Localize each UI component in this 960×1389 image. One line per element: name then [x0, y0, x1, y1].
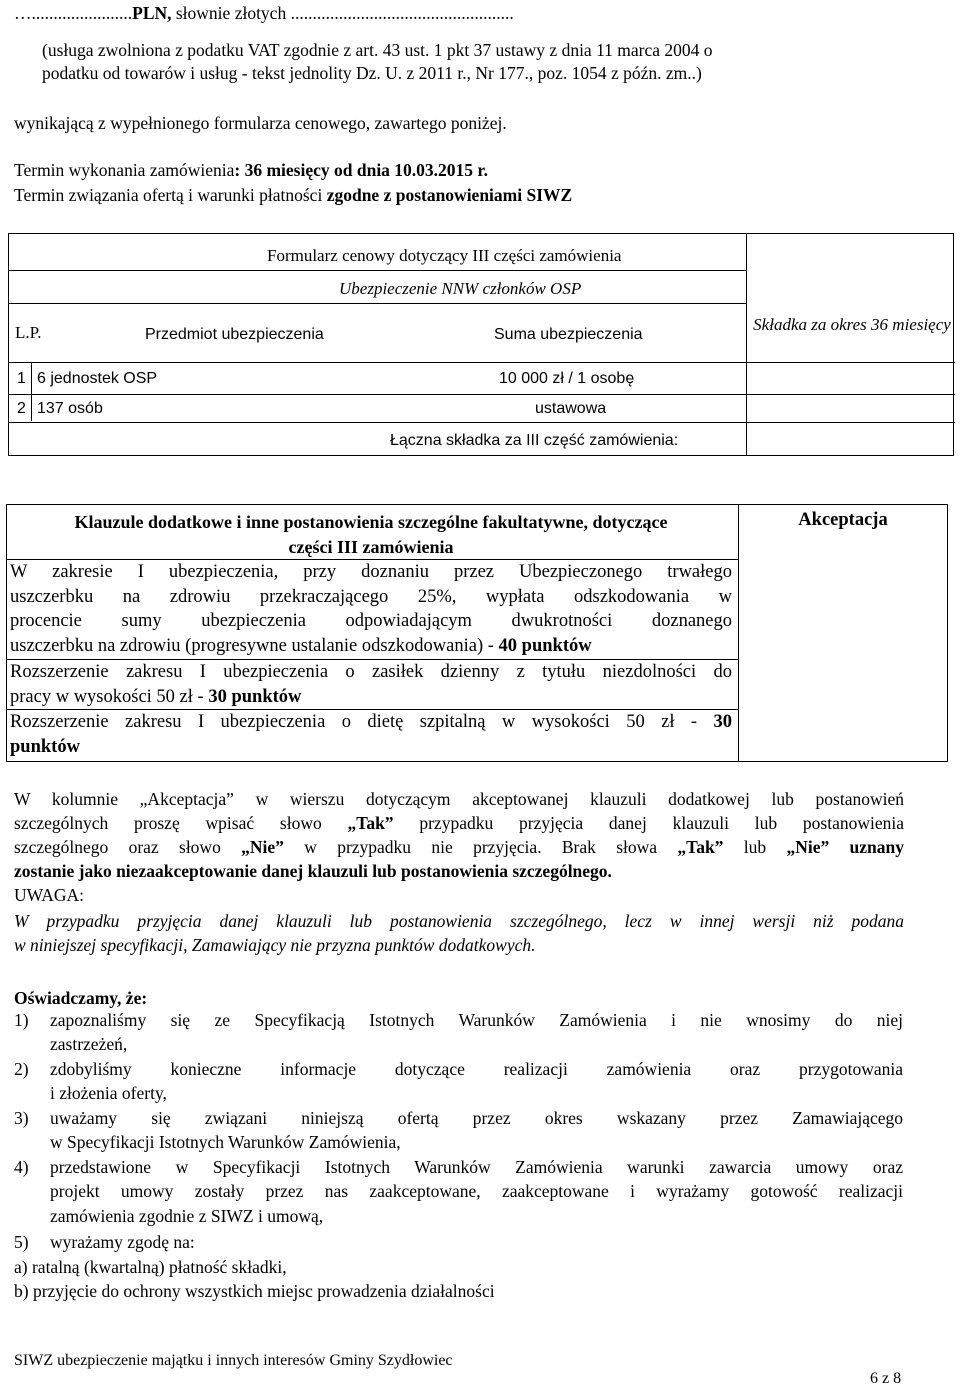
premium-header: Składka za okres 36 miesięcy: [753, 315, 951, 334]
clause-3-line-1: Rozszerzenie zakresu I ubezpieczenia o dietę szpitalną w wysokości 50 zł - 30: [10, 712, 732, 732]
declaration-5-line-1: wyrażamy zgodę na:: [50, 1232, 195, 1252]
price-form-table: [8, 233, 954, 456]
declaration-5-number: 5): [14, 1232, 29, 1252]
sub-item-b: b) przyjęcie do ochrony wszystkich miejsc prowadzenia działalności: [14, 1281, 495, 1301]
clause-1-last-line: uszczerbku na zdrowiu (progresywne ustalanie odszkodowania) - 40 punktów: [10, 635, 592, 656]
currency-label: PLN,: [132, 3, 172, 23]
clause-2: Rozszerzenie zakresu I ubezpieczenia o zasiłek dzienny z tytułu niezdolności do pracy w wysokości 50 zł - 30 punktów: [10, 660, 732, 709]
instructions-line-2: szczególnych proszę wpisać słowo „Tak” przypadku przyjęcia danej klauzuli lub postanowienia: [14, 813, 904, 833]
clauses-table: [6, 504, 948, 762]
subtitle-divider: [9, 303, 746, 304]
clause-2-last-line: pracy w wysokości 50 zł - 30 punktów: [10, 686, 302, 707]
row-2-sum: ustawowa: [535, 400, 607, 417]
declaration-1-line-2: zastrzeżeń,: [50, 1034, 128, 1054]
lp-header: L.P.: [15, 323, 42, 342]
declaration-4-line-2: projekt umowy zostały przez nas zaakceptowane, zaakceptowane i wyrażamy gotowość realizacji: [50, 1181, 903, 1201]
accept-header: Akceptacja: [798, 510, 888, 530]
clause-3-line-2: punktów: [10, 736, 80, 757]
clauses-header: Klauzule dodatkowe i inne postanowienia szczególne fakultatywne, dotyczące części III zamówienia: [74, 512, 668, 557]
declaration-3-number: 3): [14, 1108, 29, 1128]
vat-exemption-line-2: podatku od towarów i usług - tekst jednolity Dz. U. z 2011 r., Nr 177., poz. 1054 z późn. zm..): [42, 63, 702, 83]
page-number: 6 z 8: [870, 1370, 902, 1387]
declaration-4-number: 4): [14, 1157, 29, 1177]
footer-text: SIWZ ubezpieczenie majątku i innych interesów Gminy Szydłowiec: [14, 1352, 453, 1369]
header-divider: [9, 362, 955, 363]
italic-note-line-1: W przypadku przyjęcia danej klauzuli lub postanowienia szczególnego, lecz w innej wersji niż podana: [14, 911, 904, 931]
row-2-subject: 137 osób: [37, 400, 103, 417]
row-2-lp: 2: [17, 400, 26, 417]
instructions-line-4: zostanie jako niezaakceptowanie danej klauzuli lub postanowienia szczególnego.: [14, 861, 612, 881]
total-divider: [9, 422, 955, 423]
vat-exemption-line-1: (usługa zwolniona z podatku VAT zgodnie z art. 43 ust. 1 pkt 37 ustawy z dnia 11 marca 2004 o: [42, 40, 713, 60]
title-divider: [9, 270, 746, 271]
execution-deadline: Termin wykonania zamówienia: 36 miesięcy od dnia 10.03.2015 r.: [14, 160, 488, 180]
declarations-heading: Oświadczamy, że:: [14, 988, 148, 1008]
binding-period: Termin związania ofertą i warunki płatności zgodne z postanowieniami SIWZ: [14, 185, 573, 205]
declaration-3-line-1: uważamy się związani niniejszą ofertą przez okres wskazany przez Zamawiającego: [50, 1108, 903, 1128]
instructions-line-3: szczególnego oraz słowo „Nie” w przypadku nie przyjęcia. Brak słowa „Tak” lub „Nie” uznany: [14, 837, 904, 857]
declaration-2-line-1: zdobyliśmy konieczne informacje dotyczące realizacji zamówienia oraz przygotowania: [50, 1059, 903, 1079]
amount-line: ….......................PLN, słownie złotych ...................................................: [14, 3, 514, 23]
resulting-text: wynikającą z wypełnionego formularza cenowego, zawartego poniżej.: [14, 113, 507, 133]
declaration-4-line-3: zamówienia zgodnie z SIWZ i umową,: [50, 1206, 324, 1226]
form-title: Formularz cenowy dotyczący III części zamówienia: [267, 246, 622, 265]
subject-header: Przedmiot ubezpieczenia: [145, 326, 324, 343]
italic-note-line-2: w niniejszej specyfikacji, Zamawiający nie przyzna punktów dodatkowych.: [14, 935, 536, 955]
declaration-2-line-2: i złożenia oferty,: [50, 1083, 167, 1103]
declaration-4-line-1: przedstawione w Specyfikacji Istotnych Warunków Zamówienia warunki zawarcia umowy oraz: [50, 1157, 903, 1177]
total-label: Łączna składka za III część zamówienia:: [390, 432, 679, 449]
declaration-2-number: 2): [14, 1059, 29, 1079]
row-1-sum: 10 000 zł / 1 osobę: [499, 370, 635, 387]
uwaga-label: UWAGA:: [14, 885, 84, 905]
clause-1: W zakresie I ubezpieczenia, przy doznaniu przez Ubezpieczonego trwałego uszczerbku na zdrowiu przekraczającego 25%, wypłata odszkodowania w procencie sumy ubezpieczenia odpowiadającym dwukrotności doznanego uszczerbku na zdrowiu (progresywne ustalanie odszkodowania) - 40 punktów: [10, 560, 732, 658]
clause-3: [10, 710, 732, 759]
instructions-line-1: W kolumnie „Akceptacja” w wierszu dotyczącym akceptowanej klauzuli dodatkowej lub postanowień: [14, 789, 904, 809]
row-1-lp: 1: [17, 370, 26, 387]
sub-item-a: a) ratalną (kwartalną) płatność składki,: [14, 1257, 287, 1277]
declaration-3-line-2: w Specyfikacji Istotnych Warunków Zamówienia,: [50, 1132, 401, 1152]
accept-column-line: [738, 559, 739, 761]
clause-1-accept-cell[interactable]: [739, 561, 947, 585]
lp-column-divider: [31, 363, 32, 421]
declaration-1-line-1: zapoznaliśmy się ze Specyfikacją Istotnych Warunków Zamówienia i nie wnosimy do niej: [50, 1010, 903, 1030]
sum-header: Suma ubezpieczenia: [494, 326, 643, 343]
form-subtitle: Ubezpieczenie NNW członków OSP: [339, 279, 582, 298]
row-1-subject: 6 jednostek OSP: [37, 370, 158, 387]
row-divider: [9, 394, 955, 395]
declaration-1-number: 1): [14, 1010, 29, 1030]
